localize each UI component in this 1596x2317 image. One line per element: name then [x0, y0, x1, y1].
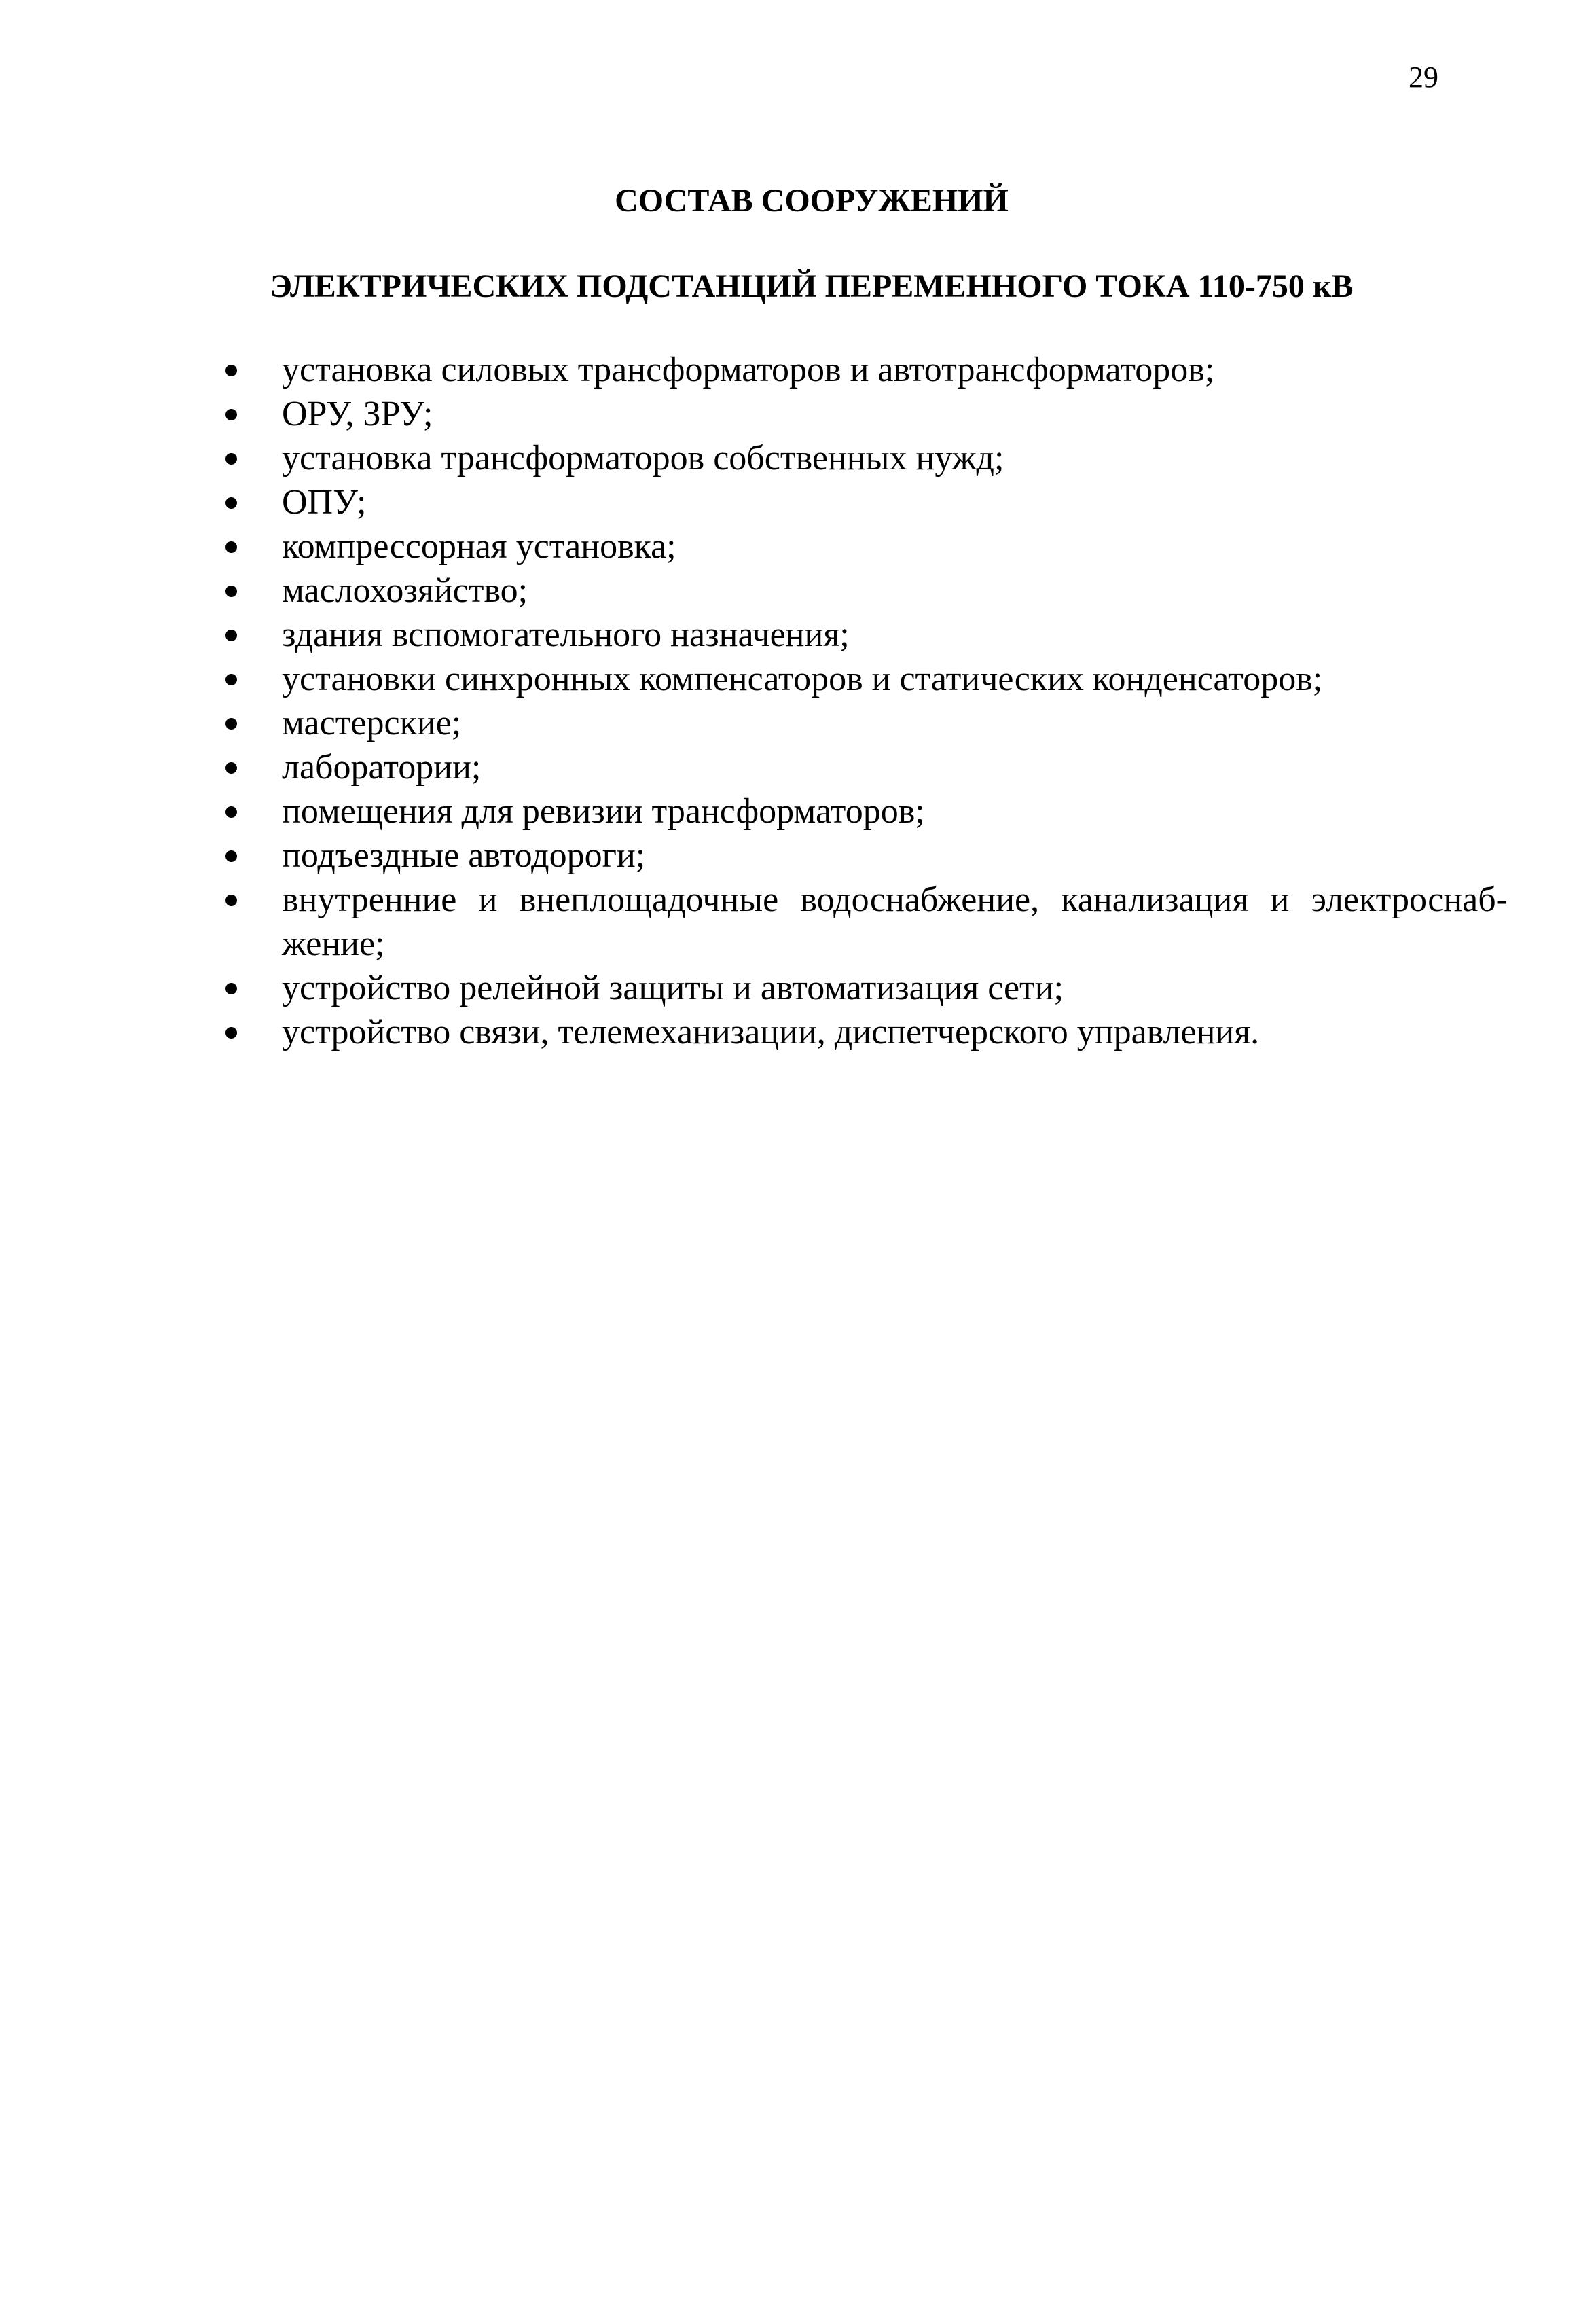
- bullet-icon: [225, 497, 237, 509]
- list-item: [217, 348, 1508, 392]
- bullet-icon: [225, 453, 237, 465]
- list-item-text: компрессорная установка;: [282, 527, 676, 566]
- list-item-text: помещения для ревизии трансформаторов;: [282, 792, 925, 831]
- list-item: [217, 436, 1508, 480]
- list-item-text: установка силовых трансформаторов и автотрансформаторов;: [282, 351, 1215, 389]
- list-item: [217, 657, 1508, 701]
- list-item-text: лаборатории;: [282, 748, 482, 787]
- bullet-icon: [225, 718, 237, 730]
- list-item-text: устройство релейной защиты и автоматизация сети;: [282, 969, 1064, 1007]
- list-item: [217, 966, 1508, 1010]
- bullet-icon: [225, 895, 237, 906]
- list-item: [217, 524, 1508, 569]
- bullet-icon: [225, 806, 237, 818]
- bullet-icon: [225, 762, 237, 774]
- bullet-icon: [225, 850, 237, 862]
- bullet-icon: [225, 541, 237, 553]
- list-item-text: здания вспомогательного назначения;: [282, 615, 850, 654]
- page-number: 29: [1409, 60, 1438, 94]
- list-item: [217, 569, 1508, 613]
- list-item-text: мастерские;: [282, 704, 462, 742]
- list-item-text: маслохозяйство;: [282, 571, 528, 610]
- bullet-icon: [225, 365, 237, 376]
- bullet-icon: [225, 983, 237, 994]
- list-item: [217, 1010, 1508, 1054]
- bullet-icon: [225, 1027, 237, 1039]
- list-item-text: подъездные автодороги;: [282, 836, 646, 875]
- bullet-icon: [225, 630, 237, 641]
- list-item: [217, 833, 1508, 878]
- list-item: [217, 392, 1508, 436]
- list-item: [217, 789, 1508, 833]
- list-item-text: установка трансформаторов собственных нужд;: [282, 439, 1004, 478]
- page-title: СОСТАВ СООРУЖЕНИЙ: [615, 183, 1009, 219]
- list-item: [217, 613, 1508, 657]
- list-item: [217, 701, 1508, 745]
- list-item: [217, 745, 1508, 789]
- bullet-icon: [225, 586, 237, 597]
- list-item: [217, 480, 1508, 524]
- list-item-text: установки синхронных компенсаторов и статических конденсаторов;: [282, 660, 1323, 698]
- list-item-text: устройство связи, телемеханизации, диспетчерского управления.: [282, 1013, 1260, 1052]
- structures-list: [217, 348, 1508, 1054]
- list-item-text: ОПУ;: [282, 483, 367, 522]
- page-subtitle: ЭЛЕКТРИЧЕСКИХ ПОДСТАНЦИЙ ПЕРЕМЕННОГО ТОКА 110-750 кВ: [270, 268, 1354, 304]
- bullet-icon: [225, 409, 237, 420]
- bullet-icon: [225, 674, 237, 685]
- list-item-text: внутренние и внеплощадочные водоснабжение, канализация и электроснаб-жение;: [282, 880, 1508, 963]
- list-item: [217, 878, 1508, 966]
- list-item-text: ОРУ, ЗРУ;: [282, 395, 433, 433]
